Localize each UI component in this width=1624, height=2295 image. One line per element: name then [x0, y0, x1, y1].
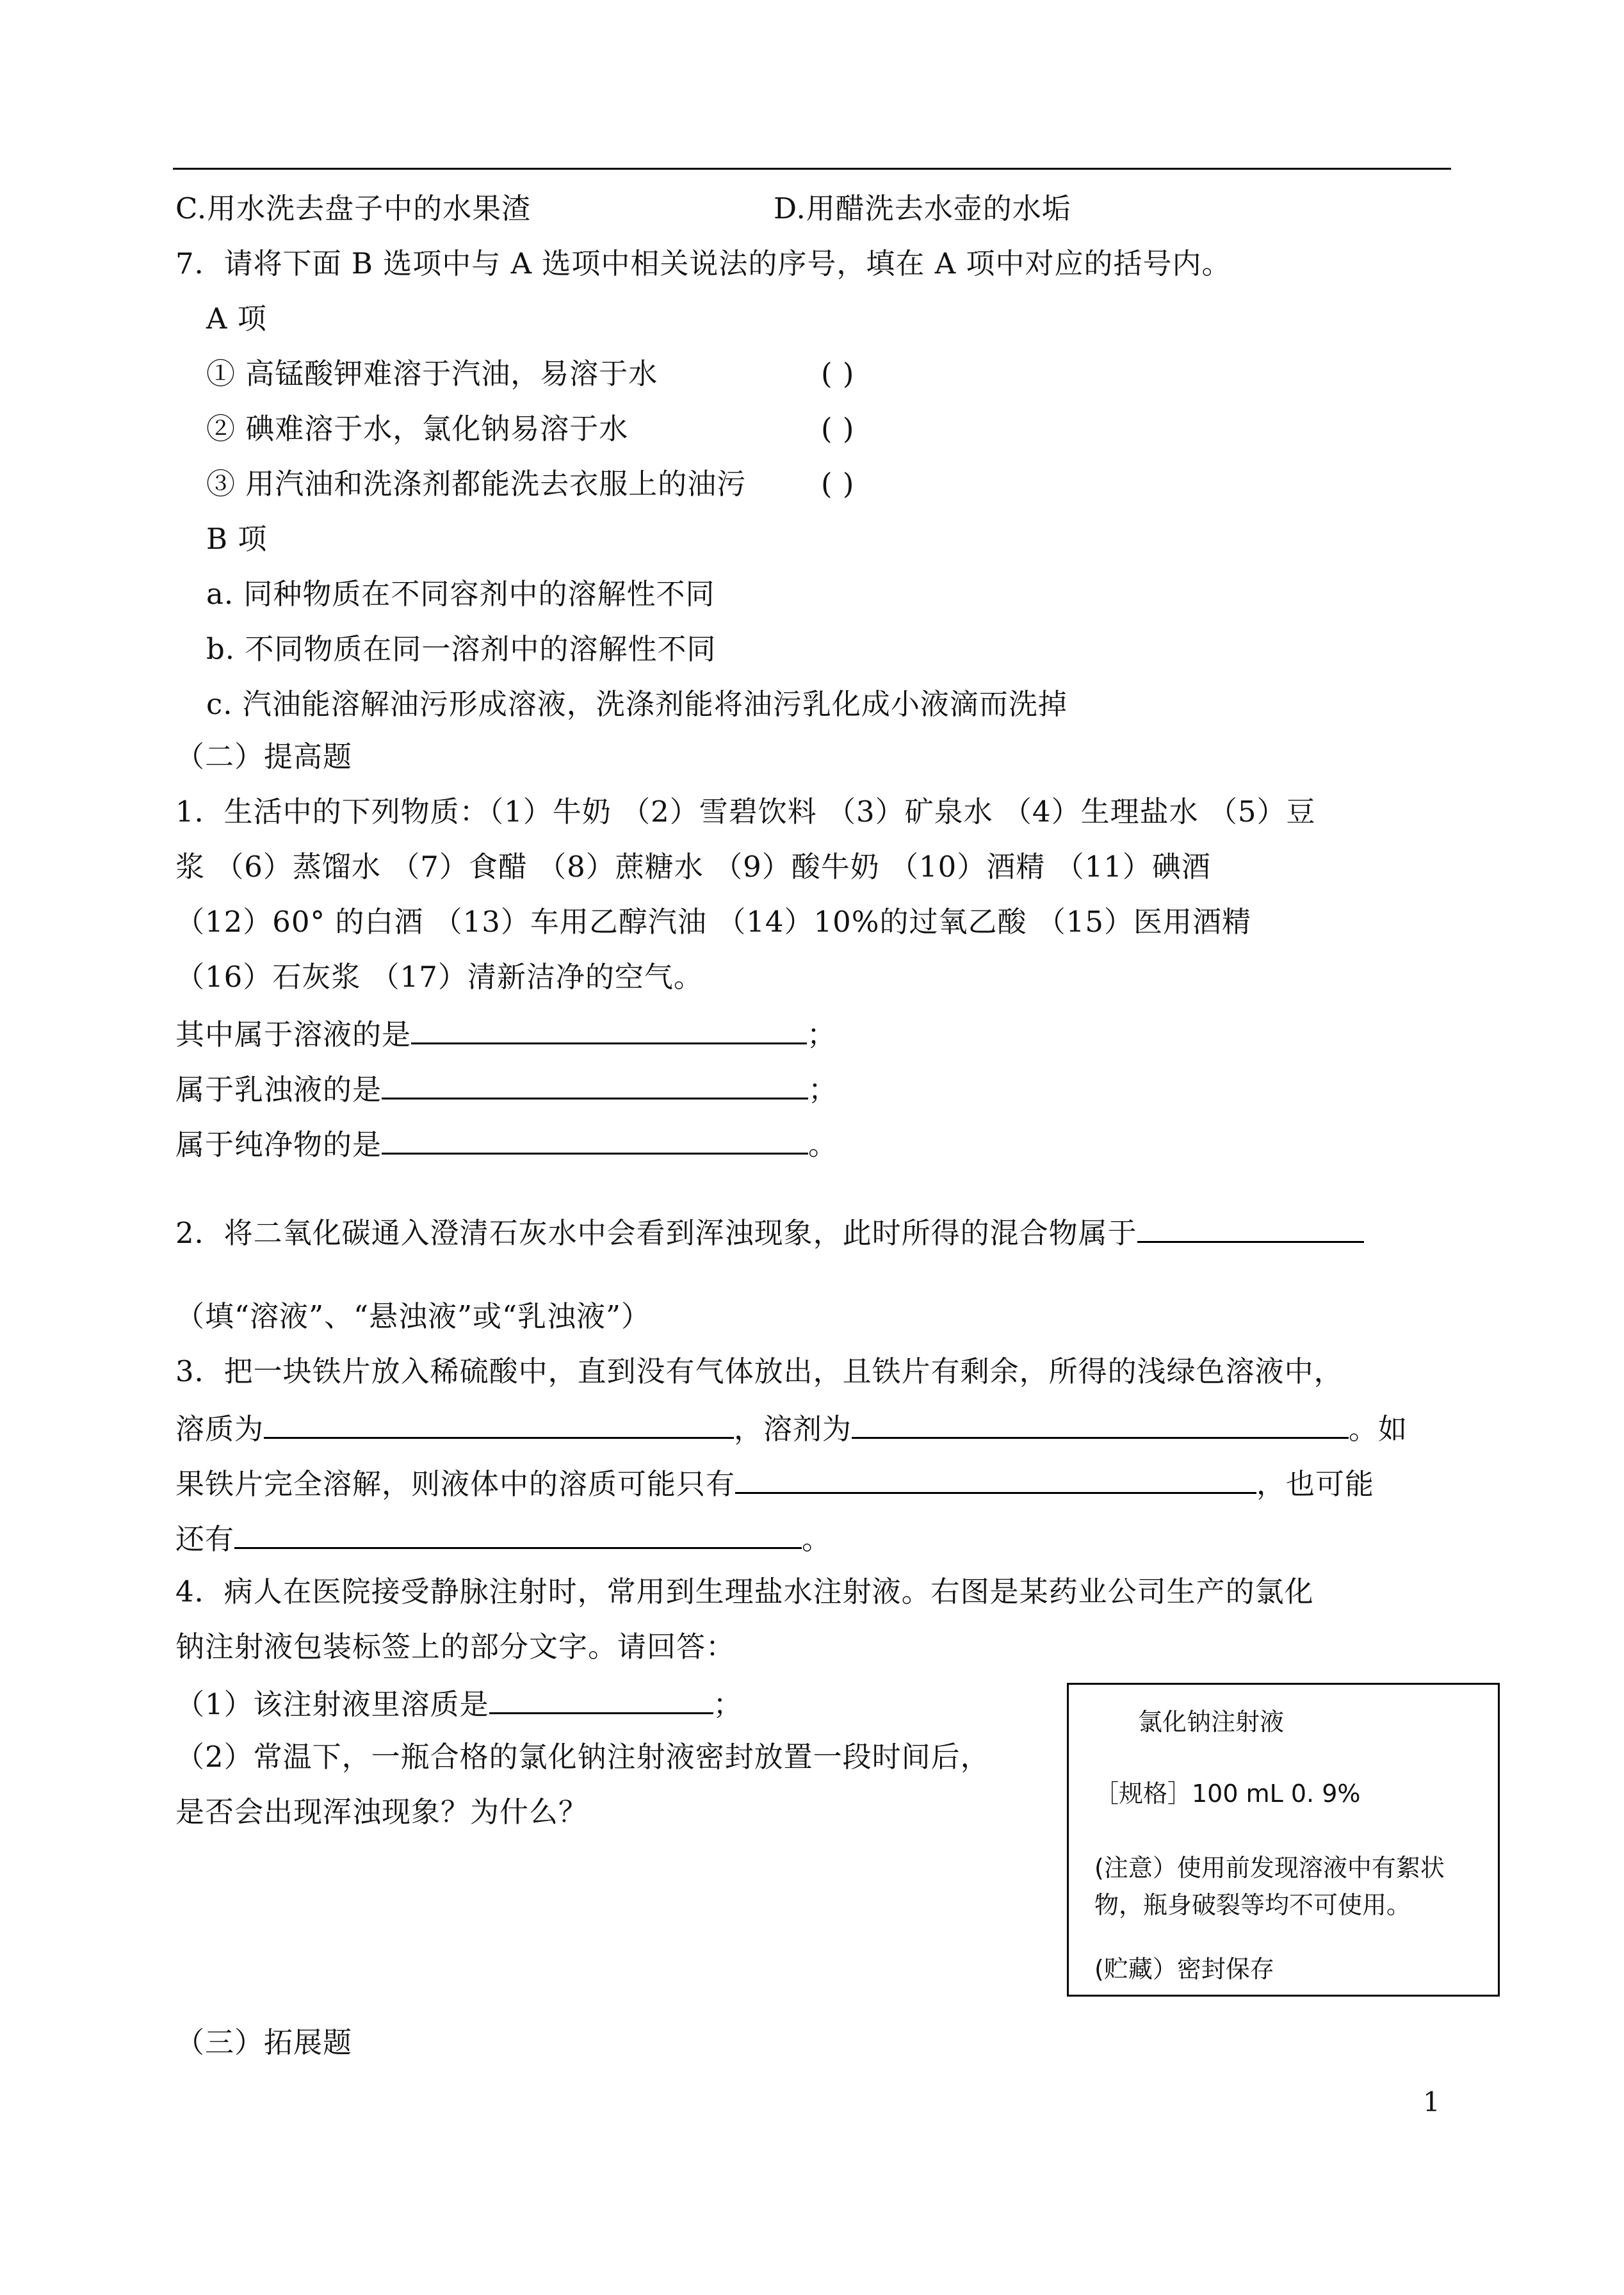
- q7-a-item-3: ③ 用汽油和洗涤剂都能洗去衣服上的油污: [206, 467, 747, 501]
- q4-line-1: 4．病人在医院接受静脉注射时，常用到生理盐水注射液。右图是某药业公司生产的氯化: [175, 1575, 1314, 1609]
- q4-sub-2b: 是否会出现浑浊现象？为什么？: [175, 1795, 589, 1829]
- q1-pure-end: 。: [808, 1128, 838, 1162]
- q7-a-heading: A 项: [206, 302, 267, 336]
- q4-sub-1-prompt: （1）该注射液里溶质是: [175, 1687, 489, 1721]
- q1-solution-prompt: 其中属于溶液的是: [175, 1018, 412, 1051]
- q3-line-3-end: ，也可能: [1256, 1467, 1375, 1501]
- q4-sub-1-end: ；: [713, 1687, 743, 1721]
- label-note-2: 物，瓶身破裂等均不可使用。: [1094, 1891, 1411, 1919]
- q3-solute-prompt: 溶质为: [175, 1412, 264, 1446]
- q1-line-3: （12）60° 的白酒 （13）车用乙醇汽油 （14）10%的过氧乙酸 （15）医用酒精: [175, 905, 1252, 939]
- label-note-1: (注意）使用前发现溶液中有絮状: [1094, 1854, 1445, 1882]
- q7-b-item-a: a. 同种物质在不同容剂中的溶解性不同: [206, 577, 715, 611]
- q2-line-1: [175, 1212, 1364, 1253]
- q1-pure-line: [175, 1123, 838, 1164]
- q1-solution-blank[interactable]: [411, 1013, 807, 1044]
- q3-if-start: 。如: [1349, 1412, 1408, 1446]
- q1-emulsion-end: ；: [808, 1073, 838, 1107]
- label-storage: (贮藏）密封保存: [1094, 1955, 1274, 1983]
- header-rule: [173, 168, 1451, 170]
- q3-line-3: [175, 1463, 1374, 1504]
- q1-solution-line: [175, 1013, 836, 1054]
- q1-pure-prompt: 属于纯净物的是: [175, 1128, 382, 1162]
- q7-b-item-c: c. 汽油能溶解油污形成溶液，洗涤剂能将油污乳化成小液滴而洗掉: [206, 687, 1068, 721]
- q7-a-item-1: ① 高锰酸钾难溶于汽油，易溶于水: [206, 357, 658, 391]
- q3-solvent-blank[interactable]: [852, 1407, 1349, 1439]
- q4-sub-1: [175, 1683, 743, 1724]
- q3-solvent-prompt: ，溶剂为: [734, 1412, 852, 1446]
- q7-stem: 7．请将下面 B 选项中与 A 选项中相关说法的序号，填在 A 项中对应的括号内。: [175, 247, 1231, 280]
- q2-line-2: （填“溶液”、“悬浊液”或“乳浊液”）: [175, 1299, 651, 1333]
- label-spec: ［规格］100 mL 0. 9%: [1094, 1780, 1361, 1808]
- q7-b-heading: B 项: [206, 522, 268, 556]
- q3-line-2: [175, 1407, 1408, 1448]
- q7-b-item-b: b. 不同物质在同一溶剂中的溶解性不同: [206, 632, 717, 666]
- q7-a-paren-3: ( ): [821, 467, 855, 501]
- injection-label-box: [1067, 1683, 1500, 1997]
- q7-a-item-2: ② 碘难溶于水，氯化钠易溶于水: [206, 412, 629, 446]
- q3-line-4: [175, 1518, 831, 1559]
- q1-emulsion-prompt: 属于乳浊液的是: [175, 1073, 382, 1107]
- q1-emulsion-blank[interactable]: [382, 1068, 808, 1099]
- label-title: 氯化钠注射液: [1138, 1708, 1285, 1736]
- q3-line-3-text: 果铁片完全溶解，则液体中的溶质可能只有: [175, 1467, 736, 1501]
- q2-blank[interactable]: [1137, 1212, 1364, 1243]
- q1-emulsion-line: [175, 1068, 838, 1109]
- q1-line-4: （16）石灰浆 （17）清新洁净的空气。: [175, 960, 703, 994]
- q1-line-2: 浆 （6）蒸馏水 （7）食醋 （8）蔗糖水 （9）酸牛奶 （10）酒精 （11）碘酒: [175, 850, 1211, 884]
- q1-solution-end: ；: [807, 1018, 837, 1051]
- q3-line-1: 3．把一块铁片放入稀硫酸中，直到没有气体放出，且铁片有剩余，所得的浅绿色溶液中，: [175, 1354, 1344, 1388]
- q7-a-paren-1: ( ): [821, 357, 855, 391]
- option-c: C.用水洗去盘子中的水果渣: [175, 191, 532, 225]
- section-3-heading: （三）拓展题: [175, 2025, 353, 2059]
- q1-pure-blank[interactable]: [382, 1123, 808, 1155]
- q3-also-blank[interactable]: [234, 1518, 802, 1549]
- q4-solute-blank[interactable]: [489, 1683, 713, 1714]
- option-d: D.用醋洗去水壶的水垢: [774, 191, 1071, 225]
- q4-sub-2a: （2）常温下，一瓶合格的氯化钠注射液密封放置一段时间后，: [175, 1740, 990, 1774]
- q3-line-4-text: 还有: [175, 1522, 235, 1556]
- page-number: 1: [1423, 2086, 1440, 2118]
- q4-line-2: 钠注射液包装标签上的部分文字。请回答：: [175, 1630, 736, 1664]
- q3-only-blank[interactable]: [735, 1463, 1256, 1494]
- q2-stem: 2．将二氧化碳通入澄清石灰水中会看到浑浊现象，此时所得的混合物属于: [175, 1216, 1137, 1250]
- q7-a-paren-2: ( ): [821, 412, 855, 446]
- q3-line-4-end: 。: [802, 1522, 832, 1556]
- q1-line-1: 1．生活中的下列物质：（1）牛奶 （2）雪碧饮料 （3）矿泉水 （4）生理盐水 （5）豆: [175, 795, 1316, 829]
- section-2-heading: （二）提高题: [175, 740, 353, 774]
- q3-solute-blank[interactable]: [264, 1407, 734, 1439]
